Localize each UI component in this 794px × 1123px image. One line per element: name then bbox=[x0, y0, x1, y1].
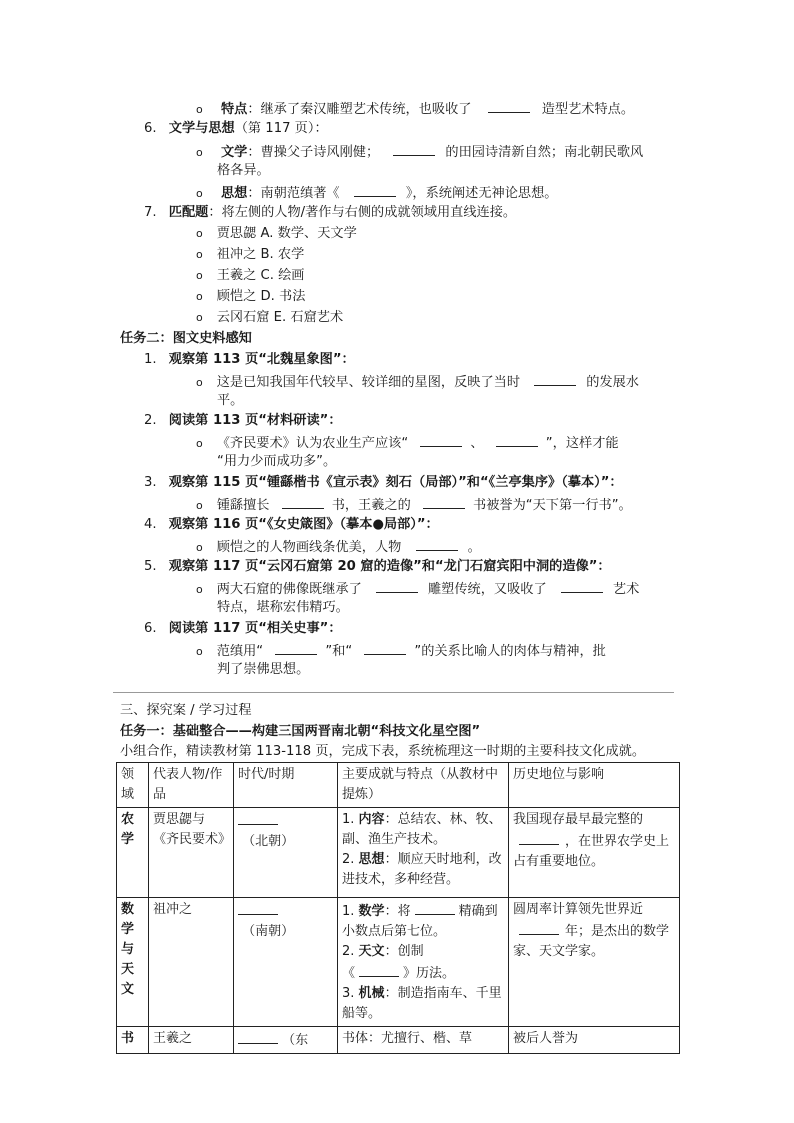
calligraphy-text-2: 书，王羲之的 bbox=[331, 498, 411, 513]
match-pair-text: 王羲之 C. 绘画 bbox=[216, 268, 305, 283]
match-pair-text: 云冈石窟 E. 石窟艺术 bbox=[216, 310, 344, 325]
person-cell: 王羲之 bbox=[149, 1027, 234, 1054]
blank-field[interactable] bbox=[238, 810, 278, 825]
grotto-text: 两大石窟的佛像既继承了 bbox=[216, 582, 362, 597]
point-number: 2. bbox=[342, 944, 355, 959]
bullet-icon: o bbox=[196, 248, 203, 261]
blank-field[interactable] bbox=[496, 432, 538, 447]
fan-zhen-text-3: ”的关系比喻人的肉体与精神，批 bbox=[414, 644, 606, 659]
thought-text-2: 》，系统阐述无神论思想。 bbox=[405, 186, 558, 201]
task2-item-4 bbox=[144, 515, 439, 535]
point-label: 数学 bbox=[358, 904, 385, 919]
header-cell: 代表人物/作品 bbox=[149, 763, 234, 808]
painting-text: 顾恺之的人物画线条优美，人物 bbox=[216, 540, 402, 555]
item-title: 文学与思想 bbox=[168, 121, 235, 136]
blank-field[interactable] bbox=[376, 578, 418, 593]
bullet-icon: o bbox=[196, 437, 203, 450]
item-title: 观察第 113 页“北魏星象图”： bbox=[168, 352, 355, 367]
item-desc: ：将左侧的人物/著作与右侧的成就领域用直线连接。 bbox=[208, 205, 517, 220]
star-map-line bbox=[196, 371, 639, 393]
painting-text-2: 。 bbox=[467, 540, 481, 555]
bullet-icon: o bbox=[196, 269, 203, 282]
bullet-icon: o bbox=[196, 146, 203, 159]
painting-line bbox=[196, 536, 481, 558]
item-number: 1. bbox=[144, 352, 157, 367]
match-pair-text: 顾恺之 D. 书法 bbox=[216, 289, 306, 304]
bullet-icon: o bbox=[196, 187, 203, 200]
impact-cell bbox=[509, 898, 680, 1027]
bullet-icon: o bbox=[196, 290, 203, 303]
match-pair-text: 祖冲之 B. 农学 bbox=[216, 247, 305, 262]
item-number: 7. bbox=[144, 205, 157, 220]
item-number: 4. bbox=[144, 517, 157, 532]
task2-heading: 任务二：图文史料感知 bbox=[120, 331, 252, 346]
impact-cell bbox=[509, 808, 680, 898]
feature-text: ：继承了秦汉雕塑艺术传统，也吸收了 bbox=[247, 102, 472, 117]
item-6-heading bbox=[144, 119, 328, 139]
star-map-text: 这是已知我国年代较早、较详细的星图，反映了当时 bbox=[216, 375, 521, 390]
blank-field[interactable] bbox=[534, 371, 576, 386]
literature-text-3: 格各异。 bbox=[217, 163, 270, 178]
header-cell: 主要成就与特点（从教材中提炼） bbox=[338, 763, 509, 808]
achievement-cell: 书体：尤擅行、楷、草 bbox=[338, 1027, 509, 1054]
blank-field[interactable] bbox=[354, 182, 396, 197]
thought-label: 思想 bbox=[220, 186, 248, 201]
blank-field[interactable] bbox=[561, 578, 603, 593]
fan-zhen-text-2: ”和“ bbox=[325, 644, 353, 659]
match-pair bbox=[196, 287, 305, 307]
divider bbox=[113, 692, 674, 693]
item-number: 3. bbox=[144, 475, 157, 490]
impact-text: 圆周率计算领先世界近 bbox=[513, 902, 644, 917]
literature-label: 文学 bbox=[220, 145, 248, 160]
item-title: 观察第 115 页“锺繇楷书《宣示表》刻石（局部）”和“《兰亭集序》（摹本）”： bbox=[168, 475, 623, 490]
table-header-row bbox=[117, 763, 680, 808]
blank-field[interactable] bbox=[238, 900, 278, 915]
item-title: 阅读第 117 页“相关史事”： bbox=[168, 621, 342, 636]
section3-task1: 任务一：基础整合——构建三国两晋南北朝“科技文化星空图” bbox=[120, 724, 481, 739]
item-number: 5. bbox=[144, 559, 157, 574]
field-cell: 农学 bbox=[117, 808, 149, 898]
blank-field[interactable] bbox=[416, 536, 458, 551]
header-cell: 领域 bbox=[117, 763, 149, 808]
agriculture-line bbox=[196, 432, 619, 454]
bullet-icon: o bbox=[196, 376, 203, 389]
point-label: 天文 bbox=[358, 944, 385, 959]
sculpture-feature-line bbox=[196, 98, 634, 120]
bullet-icon: o bbox=[196, 541, 203, 554]
point-text: ：顺应天时地利，改进技术，多种经营。 bbox=[342, 852, 502, 887]
item-7-heading bbox=[144, 203, 516, 223]
impact-text-2: 年；是杰出的数学家、天文学家。 bbox=[513, 924, 670, 959]
point-text-2: 《 bbox=[342, 966, 356, 981]
point-number: 1. bbox=[342, 812, 355, 827]
bullet-icon: o bbox=[196, 103, 203, 116]
point-number: 3. bbox=[342, 986, 355, 1001]
era-text: （南朝） bbox=[242, 924, 295, 939]
thought-text: ：南朝范缜著《 bbox=[247, 186, 340, 201]
blank-field[interactable] bbox=[488, 98, 530, 113]
star-map-text-3: 平。 bbox=[217, 393, 244, 408]
impact-text: 我国现存最早最完整的 bbox=[513, 812, 644, 827]
impact-cell: 被后人誉为 bbox=[509, 1027, 680, 1054]
point-text: ：制造指南车、千里船等。 bbox=[342, 986, 502, 1021]
achievements-table bbox=[116, 762, 680, 1054]
header-cell: 时代/时期 bbox=[234, 763, 338, 808]
field-cell: 数学与天文 bbox=[117, 898, 149, 1027]
bullet-icon: o bbox=[196, 499, 203, 512]
item-number: 2. bbox=[144, 413, 157, 428]
agriculture-text-3: “用力少而成功多”。 bbox=[217, 454, 337, 469]
field-cell: 书 bbox=[117, 1027, 149, 1054]
bullet-icon: o bbox=[196, 227, 203, 240]
section3-heading: 三、探究案 / 学习过程 bbox=[120, 703, 252, 718]
point-text: ：总结农、林、牧、副、渔生产技术。 bbox=[342, 812, 502, 847]
era-text: （东 bbox=[282, 1033, 309, 1048]
grotto-text-2: 雕塑传统，又吸收了 bbox=[428, 582, 547, 597]
table-row bbox=[117, 808, 680, 898]
feature-label: 特点 bbox=[220, 102, 248, 117]
point-label: 内容 bbox=[358, 812, 385, 827]
item-number: 6. bbox=[144, 121, 157, 136]
task2-item-5 bbox=[144, 557, 611, 577]
item-number: 6. bbox=[144, 621, 157, 636]
agriculture-text-2: ”，这样才能 bbox=[545, 436, 619, 451]
point-text-3: 》历法。 bbox=[403, 966, 456, 981]
star-map-text-2: 的发展水 bbox=[586, 375, 639, 390]
bullet-icon: o bbox=[196, 583, 203, 596]
blank-field[interactable] bbox=[519, 830, 559, 845]
achievement-cell bbox=[338, 898, 509, 1027]
point-number: 2. bbox=[342, 852, 355, 867]
calligraphy-line bbox=[196, 494, 632, 516]
grotto-text-4: 特点，堪称宏伟精巧。 bbox=[217, 600, 349, 615]
blank-field[interactable] bbox=[415, 900, 455, 915]
table-row bbox=[117, 898, 680, 1027]
point-text: ：创制 bbox=[384, 944, 424, 959]
header-cell: 历史地位与影响 bbox=[509, 763, 680, 808]
literature-text: ：曹操父子诗风刚健； bbox=[247, 145, 380, 160]
agriculture-text: 《齐民要术》认为农业生产应该“ bbox=[216, 436, 409, 451]
thought-line bbox=[196, 182, 557, 204]
fan-zhen-text: 范缜用“ bbox=[216, 644, 264, 659]
grotto-text-3: 艺术 bbox=[612, 582, 640, 597]
point-text: ：将 bbox=[384, 904, 411, 919]
point-number: 1. bbox=[342, 904, 355, 919]
blank-field[interactable] bbox=[519, 920, 559, 935]
blank-field[interactable] bbox=[393, 141, 435, 156]
literature-line bbox=[196, 141, 643, 163]
calligraphy-text-3: 书被誉为“天下第一行书”。 bbox=[473, 498, 632, 513]
blank-field[interactable] bbox=[275, 640, 317, 655]
item-title: 阅读第 113 页“材料研读”： bbox=[168, 413, 342, 428]
match-pair bbox=[196, 266, 304, 286]
match-pair bbox=[196, 308, 343, 328]
era-cell bbox=[234, 1027, 338, 1054]
item-title: 匹配题 bbox=[168, 205, 209, 220]
blank-field[interactable] bbox=[420, 432, 462, 447]
task2-item-3 bbox=[144, 473, 623, 493]
match-pair bbox=[196, 224, 357, 244]
bullet-icon: o bbox=[196, 311, 203, 324]
blank-field[interactable] bbox=[359, 962, 399, 977]
task2-item-6 bbox=[144, 619, 342, 639]
task2-item-2 bbox=[144, 411, 342, 431]
literature-text-2: 的田园诗清新自然；南北朝民歌风 bbox=[445, 145, 644, 160]
era-cell bbox=[234, 808, 338, 898]
match-pair bbox=[196, 245, 304, 265]
era-cell bbox=[234, 898, 338, 1027]
blank-field[interactable] bbox=[238, 1029, 278, 1044]
table-row bbox=[117, 1027, 680, 1054]
calligraphy-text: 锺繇擅长 bbox=[216, 498, 270, 513]
match-pair-text: 贾思勰 A. 数学、天文学 bbox=[216, 226, 357, 241]
fan-zhen-text-4: 判了崇佛思想。 bbox=[217, 662, 310, 677]
agriculture-sep: 、 bbox=[470, 436, 484, 451]
point-label: 思想 bbox=[358, 852, 385, 867]
achievement-cell bbox=[338, 808, 509, 898]
blank-field[interactable] bbox=[282, 494, 324, 509]
feature-text-end: 造型艺术特点。 bbox=[541, 102, 635, 117]
section3-intro: 小组合作，精读教材第 113-118 页，完成下表，系统梳理这一时期的主要科技文化成就。 bbox=[120, 744, 646, 759]
point-text-2: 精确到小数点后第七位。 bbox=[342, 904, 498, 939]
person-cell: 祖冲之 bbox=[149, 898, 234, 1027]
era-text: （北朝） bbox=[242, 834, 295, 849]
bullet-icon: o bbox=[196, 645, 203, 658]
fan-zhen-line bbox=[196, 640, 606, 662]
blank-field[interactable] bbox=[423, 494, 465, 509]
item-title: 观察第 116 页“《女史箴图》（摹本●局部）”： bbox=[168, 517, 439, 532]
impact-text-2: ，在世界农学史上占有重要地位。 bbox=[513, 834, 670, 869]
point-label: 机械 bbox=[358, 986, 385, 1001]
blank-field[interactable] bbox=[364, 640, 406, 655]
person-cell: 贾思勰与《齐民要术》 bbox=[149, 808, 234, 898]
task2-item-1 bbox=[144, 350, 355, 370]
item-page: （第 117 页）： bbox=[234, 121, 328, 136]
grotto-line bbox=[196, 578, 639, 600]
item-title: 观察第 117 页“云冈石窟第 20 窟的造像”和“龙门石窟宾阳中洞的造像”： bbox=[168, 559, 611, 574]
